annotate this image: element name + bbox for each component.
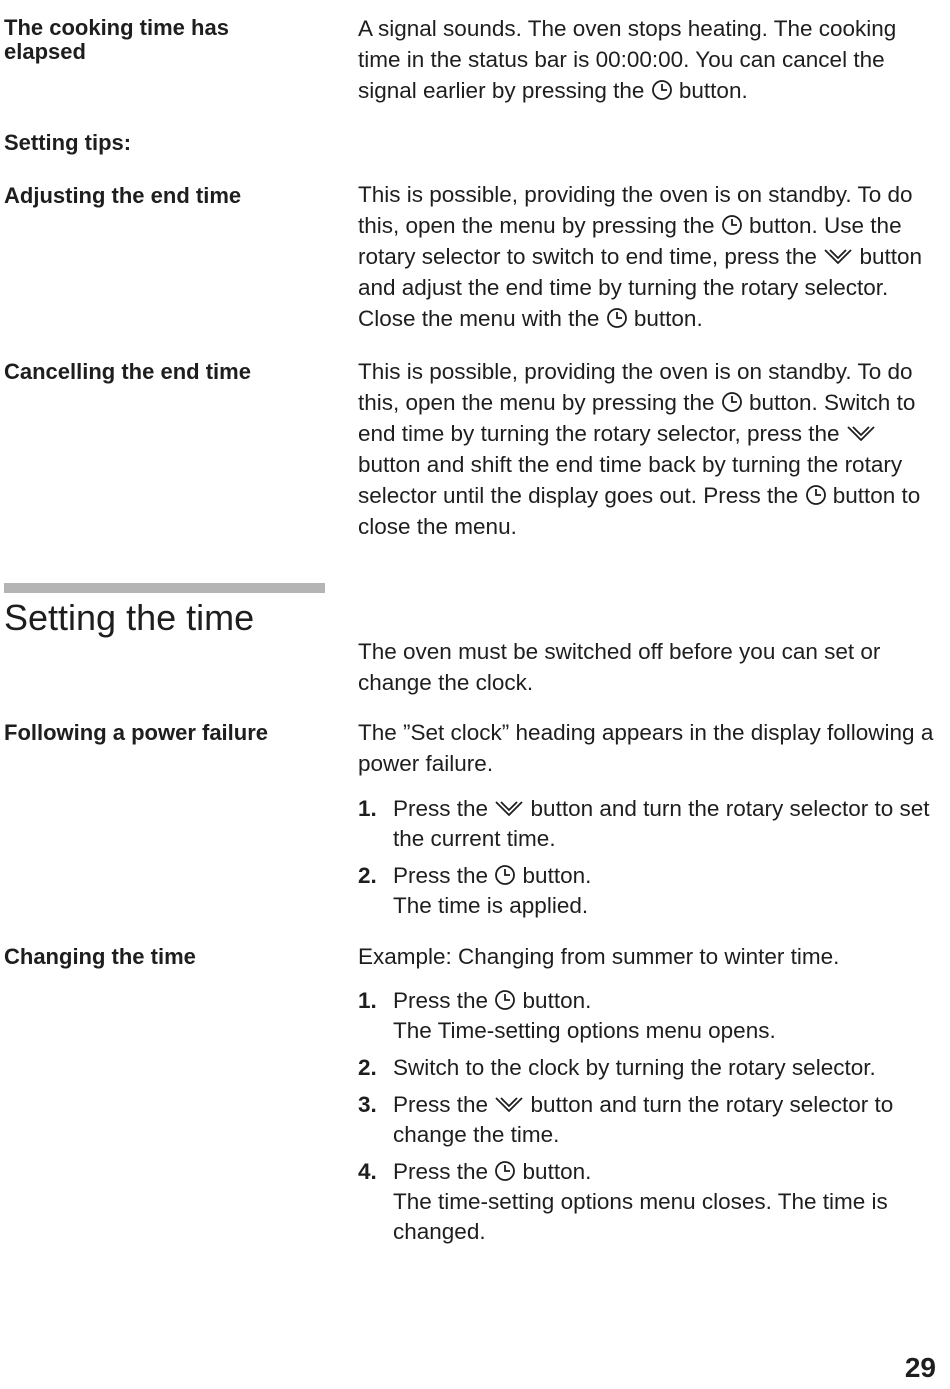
label-power-failure: Following a power failure <box>4 720 269 745</box>
clock-icon <box>721 391 743 413</box>
clock-icon <box>494 989 516 1011</box>
label-changing-time: Changing the time <box>4 944 196 969</box>
list-item: 1. Press the button and turn the rotary selector to set the current time. <box>358 796 930 851</box>
label-adjusting-end-time: Adjusting the end time <box>4 183 242 208</box>
double-chevron-down-icon <box>494 797 524 819</box>
list-item: 1. Press the button. The Time-setting options menu opens. <box>358 988 776 1043</box>
double-chevron-down-icon <box>823 245 853 267</box>
text-power-failure: The ”Set clock” heading appears in the display following a power failure. <box>358 720 934 776</box>
section-heading: Setting the time <box>4 597 255 638</box>
clock-icon <box>606 307 628 329</box>
text-adjusting-end-time: This is possible, providing the oven is on standby. To do this, open the menu by pressing the button. Use the rotary selector to switch to end time, press the button and adjust the end time by turning the rotary selector. Close the menu with the button. <box>358 182 923 331</box>
clock-icon <box>494 864 516 886</box>
page-number: 29 <box>904 1352 936 1383</box>
label-cancelling-end-time: Cancelling the end time <box>4 359 251 384</box>
double-chevron-down-icon <box>494 1093 524 1115</box>
clock-icon <box>651 79 673 101</box>
section-divider <box>4 583 325 593</box>
text-intro: The oven must be switched off before you can set or change the clock. <box>358 639 881 695</box>
list-item: 4. Press the button. The time-setting options menu closes. The time is changed. <box>358 1159 888 1244</box>
steps-power-failure <box>358 794 943 921</box>
list-item: 2. Switch to the clock by turning the rotary selector. <box>358 1055 876 1080</box>
text-cooking-time-elapsed: A signal sounds. The oven stops heating. The cooking time in the status bar is 00:00:00. You can cancel the signal earlier by pressing the button. <box>358 16 897 103</box>
label-setting-tips: Setting tips: <box>4 130 132 155</box>
list-item: 3. Press the button and turn the rotary selector to change the time. <box>358 1092 894 1147</box>
clock-icon <box>721 214 743 236</box>
label-cooking-time-elapsed: The cooking time has elapsed <box>4 15 229 64</box>
steps-changing-time <box>358 986 943 1247</box>
text-cancelling-end-time: This is possible, providing the oven is on standby. To do this, open the menu by pressing the button. Switch to end time by turning the rotary selector, press the button and shift the end time back by turning the rotary selector until the display goes out. Press the button to close the menu. <box>358 359 921 539</box>
double-chevron-down-icon <box>846 422 876 444</box>
clock-icon <box>494 1160 516 1182</box>
clock-icon <box>805 484 827 506</box>
list-item: 2. Press the button. The time is applied. <box>358 863 592 918</box>
text-changing-time: Example: Changing from summer to winter time. <box>358 944 840 969</box>
